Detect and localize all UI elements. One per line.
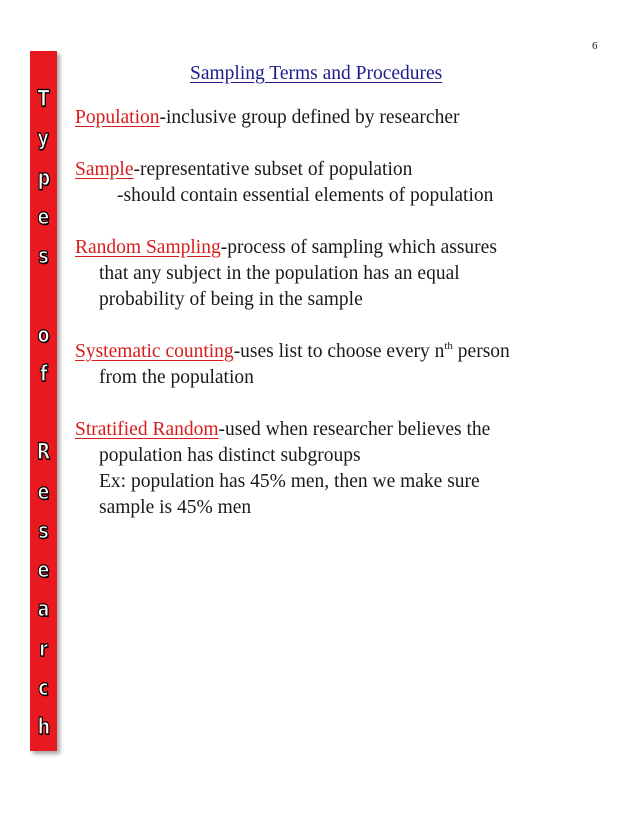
random-sampling-line: that any subject in the population has an equal (99, 263, 460, 284)
superscript-th: th (444, 340, 453, 352)
banner-letter: o (37, 322, 50, 348)
stratified-random-term: Stratified Random (75, 419, 219, 440)
banner-letter: s (38, 518, 49, 544)
systematic-counting-definition-end: person (452, 341, 510, 362)
systematic-counting-entry (75, 339, 615, 391)
random-sampling-term: Random Sampling (75, 237, 221, 258)
banner-letter: h (37, 715, 50, 740)
random-sampling-entry (75, 235, 615, 313)
systematic-counting-definition: -uses list to choose every n (233, 341, 445, 362)
stratified-random-line: population has distinct subgroups (99, 445, 361, 466)
page-title: Sampling Terms and Procedures (190, 63, 443, 84)
banner-letters (30, 51, 57, 751)
systematic-counting-term: Systematic counting (75, 341, 234, 362)
types-of-research-banner (30, 51, 57, 751)
stratified-random-example-end: sample is 45% men (99, 497, 252, 518)
random-sampling-definition: -process of sampling which assures (220, 237, 497, 258)
sample-definition: -representative subset of population (133, 159, 413, 180)
banner-letter: c (38, 675, 49, 701)
banner-letter: e (37, 479, 50, 505)
banner-letter: s (38, 244, 49, 269)
population-term: Population (75, 107, 160, 128)
banner-letter: r (39, 636, 48, 662)
page-number: 6 (592, 40, 598, 52)
banner-letter: e (37, 558, 50, 583)
stratified-random-example: Ex: population has 45% men, then we make sure (99, 471, 480, 492)
sample-entry (75, 157, 615, 209)
banner-letter: R (36, 440, 51, 466)
random-sampling-line: probability of being in the sample (99, 289, 363, 310)
banner-letter: e (37, 204, 50, 230)
definitions-list (75, 105, 615, 547)
systematic-counting-line: from the population (99, 367, 254, 388)
sample-term: Sample (75, 159, 134, 180)
banner-letter: f (39, 361, 48, 387)
population-entry (75, 105, 615, 131)
banner-letter: p (37, 165, 50, 191)
stratified-random-definition: -used when researcher believes the (218, 419, 491, 440)
population-definition: -inclusive group defined by researcher (159, 107, 460, 128)
stratified-random-entry (75, 417, 615, 521)
banner-letter: T (37, 87, 50, 112)
banner-letter: y (37, 126, 50, 152)
banner-letter: a (37, 597, 50, 623)
sample-note: -should contain essential elements of population (117, 185, 494, 206)
